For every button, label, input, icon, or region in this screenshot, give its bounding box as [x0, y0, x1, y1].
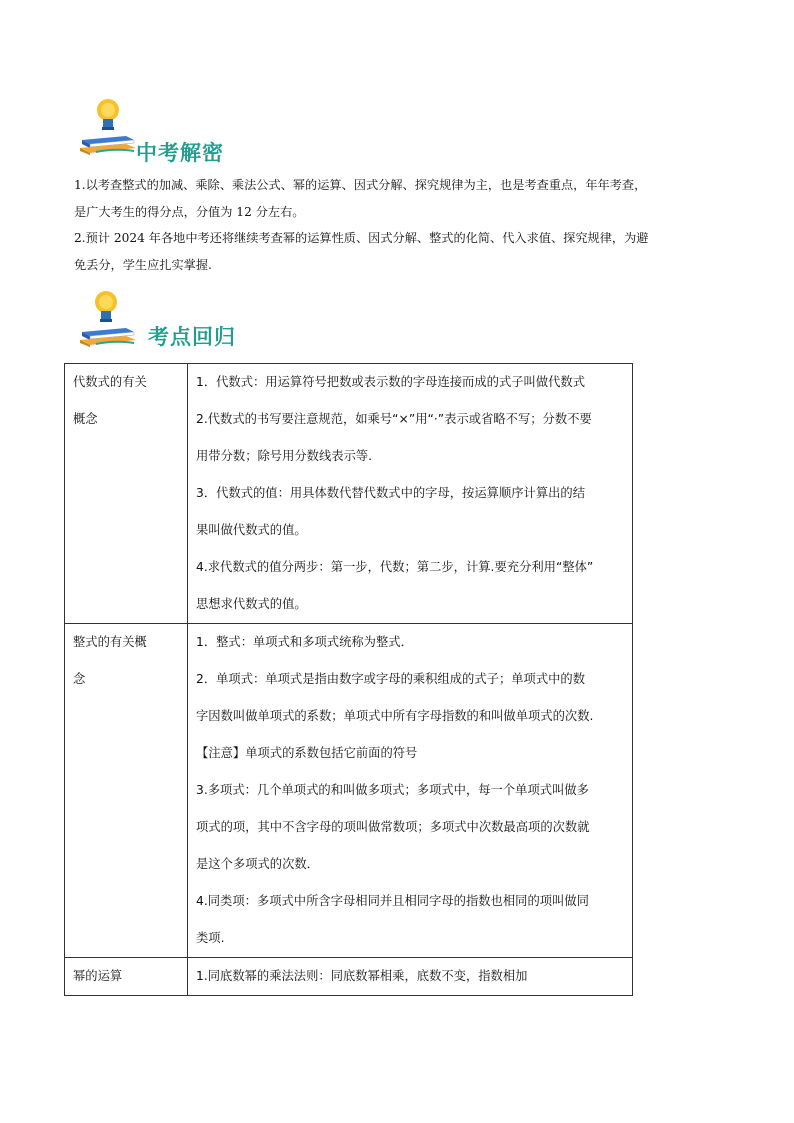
lightbulb-books-icon	[76, 288, 138, 348]
section-header-exam-decode	[76, 96, 376, 165]
key-points-table	[64, 363, 633, 996]
row-content	[188, 958, 633, 996]
content-line: 思想求代数式的值。	[196, 597, 307, 611]
row-content	[188, 624, 633, 958]
intro-line: 1.以考查整式的加减、乘除、乘法公式、幂的运算、因式分解、探究规律为主，也是考查重点，年年考查，	[74, 178, 647, 192]
content-line: 1．代数式：用运算符号把数或表示数的字母连接而成的式子叫做代数式	[196, 375, 586, 389]
row-label-line: 整式的有关概	[73, 635, 147, 649]
section-title: 中考解密	[136, 141, 224, 165]
row-label	[65, 958, 188, 996]
content-line: 果叫做代数式的值。	[196, 523, 307, 537]
note-line: 【注意】单项式的系数包括它前面的符号	[196, 746, 418, 760]
section-header-key-points	[76, 288, 376, 348]
intro-line: 免丢分，学生应扎实掌握.	[74, 258, 212, 272]
row-label	[65, 364, 188, 624]
row-content	[188, 364, 633, 624]
row-label-line: 念	[73, 672, 86, 686]
row-label-line: 概念	[73, 412, 98, 426]
row-label-line: 代数式的有关	[73, 375, 147, 389]
content-line: 是这个多项式的次数．	[196, 857, 319, 871]
table-row	[65, 958, 633, 996]
content-line: 3．代数式的值：用具体数代替代数式中的字母，按运算顺序计算出的结	[196, 486, 586, 500]
row-label	[65, 624, 188, 958]
table-row	[65, 364, 633, 624]
content-line: 4.求代数式的值分两步：第一步，代数；第二步，计算.要充分利用“整体”	[196, 560, 594, 574]
intro-line: 是广大考生的得分点，分值为 12 分左右。	[74, 205, 305, 219]
intro-line: 2.预计 2024 年各地中考还将继续考查幂的运算性质、因式分解、整式的化简、代入求值、探究规律，为避	[74, 231, 649, 245]
section-title: 考点回归	[148, 325, 236, 349]
table-row	[65, 624, 633, 958]
content-line: 用带分数；除号用分数线表示等.	[196, 449, 373, 463]
row-label-line: 幂的运算	[73, 969, 123, 983]
content-line: 3.多项式：几个单项式的和叫做多项式；多项式中，每一个单项式叫做多	[196, 783, 589, 797]
content-line: 2．单项式：单项式是指由数字或字母的乘积组成的式子；单项式中的数	[196, 672, 586, 686]
intro-paragraph-2	[74, 225, 726, 279]
content-line: 2.代数式的书写要注意规范，如乘号“×”用“·”表示或省略不写；分数不要	[196, 412, 592, 426]
content-line: 字因数叫做单项式的系数；单项式中所有字母指数的和叫做单项式的次数.	[196, 709, 594, 723]
intro-paragraph-1	[74, 172, 726, 226]
content-line: 1．整式：单项式和多项式统称为整式．	[196, 635, 413, 649]
content-line: 1.同底数幂的乘法法则：同底数幂相乘，底数不变，指数相加	[196, 969, 528, 983]
lightbulb-books-icon	[76, 96, 138, 156]
content-line: 4.同类项：多项式中所含字母相同并且相同字母的指数也相同的项叫做同	[196, 894, 589, 908]
content-line: 类项.	[196, 931, 225, 945]
content-line: 项式的项，其中不含字母的项叫做常数项；多项式中次数最高项的次数就	[196, 820, 590, 834]
